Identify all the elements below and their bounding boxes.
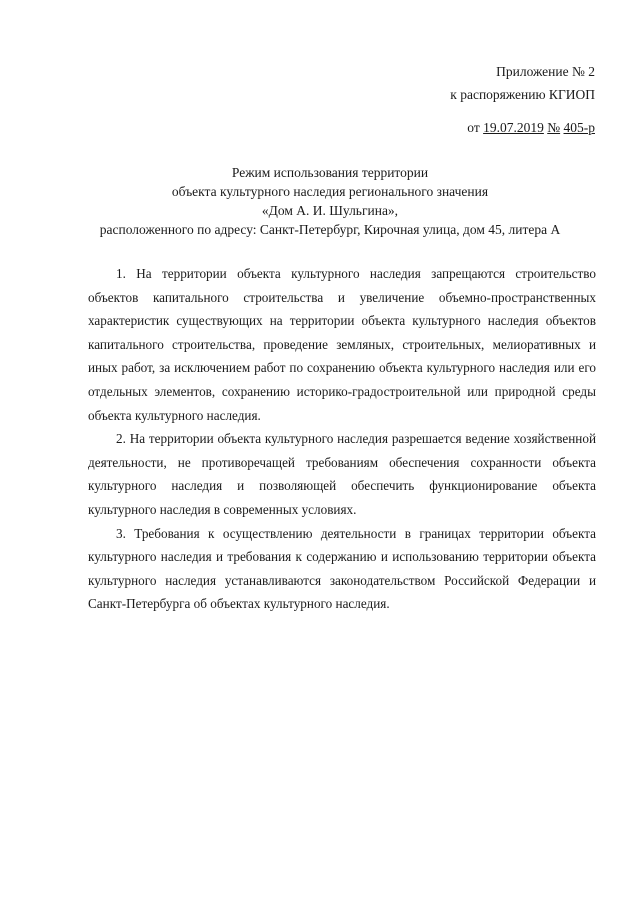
order-date-number [467, 120, 595, 136]
number-label: № [547, 120, 561, 135]
paragraph-1: 1. На территории объекта культурного наследия запрещаются строительство объектов капитального строительства и увеличение объемно-пространственных характеристик существующих на территории объекта культурного наследия объектов капитального строительства, проведение земляных, строительных, мелиоративных и иных работ, за исключением работ по сохранению объекта культурного наследия или его отдельных элементов, сохранению историко-градостроительной или природной среды объекта культурного наследия. [88, 266, 596, 423]
order-reference: к распоряжению КГИОП [450, 87, 595, 102]
order-date: 19.07.2019 [483, 120, 544, 135]
title-line-1: Режим использования территории [231, 165, 429, 180]
document-body [88, 262, 596, 616]
title-line-2: объекта культурного наследия регионального значения [171, 184, 489, 199]
paragraph-2: 2. На территории объекта культурного наследия разрешается ведение хозяйственной деятельности, не противоречащей требованиям обеспечения сохранности объекта культурного наследия и позволяющей обеспечить функционирование объекта культурного наследия в современных условиях. [88, 431, 596, 517]
order-number: 405-р [563, 120, 595, 135]
appendix-label: Приложение № 2 [496, 64, 595, 79]
title-line-4: расположенного по адресу: Санкт-Петербург, Кирочная улица, дом 45, литера А [99, 222, 561, 237]
paragraph-3: 3. Требования к осуществлению деятельности в границах территории объекта культурного наследия и требования к содержанию и использованию территории объекта культурного наследия устанавливаются законодательством Российской Федерации и Санкт-Петербурга об объектах культурного наследия. [88, 525, 596, 612]
title-line-3: «Дом А. И. Шульгина», [261, 203, 399, 218]
appendix-header [450, 60, 595, 106]
document-title [60, 163, 600, 239]
date-prefix: от [467, 120, 480, 135]
